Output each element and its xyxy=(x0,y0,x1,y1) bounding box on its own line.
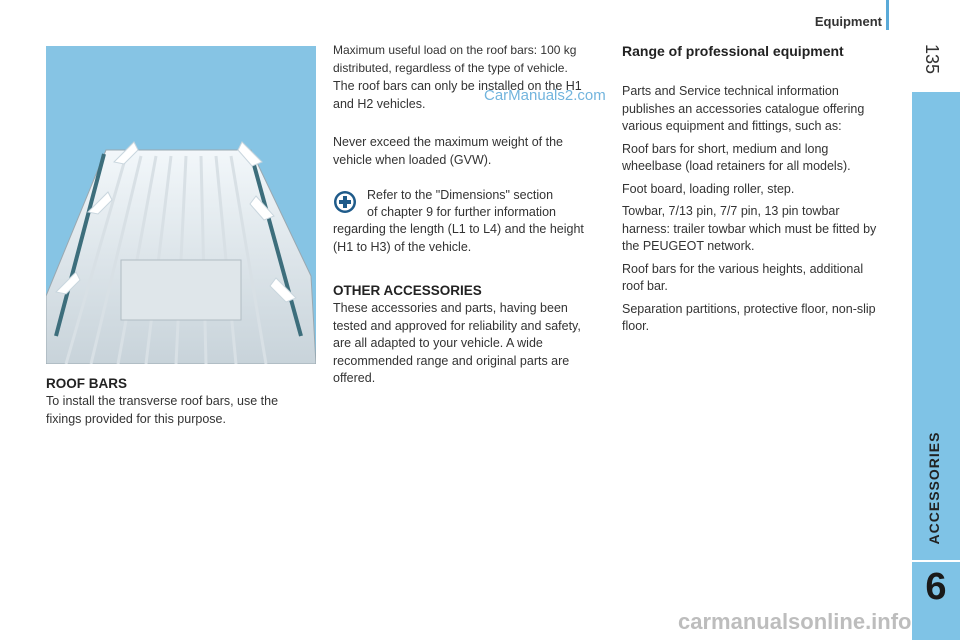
equipment-paragraph: Towbar, 7/13 pin, 7/7 pin, 13 pin towbar harness: trailer towbar which must be fitted by the PEUGEOT network. xyxy=(622,204,877,253)
watermark-top: CarManuals2.com xyxy=(484,87,606,104)
load-note: Maximum useful load on the roof bars: 100 kg distributed, regardless of the type of vehicle. xyxy=(333,43,577,75)
header-divider xyxy=(886,0,889,30)
roof-bars-illustration xyxy=(46,46,316,364)
equipment-paragraph: Separation partitions, protective floor, non-slip floor. xyxy=(622,301,876,333)
equipment-paragraph: Roof bars for the various heights, additional roof bar. xyxy=(622,261,864,293)
professional-equipment-list xyxy=(622,83,888,336)
watermark-bottom: carmanualsonline.info xyxy=(678,609,912,634)
equipment-paragraph: Roof bars for short, medium and long wheelbase (load retainers for all models). xyxy=(622,141,851,173)
chapter-number: 6 xyxy=(925,566,947,608)
sidebar-section-label: ACCESSORIES xyxy=(926,431,942,545)
install-note: The roof bars can only be installed on the H1 and H2 vehicles. xyxy=(333,79,582,111)
plus-icon xyxy=(333,190,357,214)
info-line-1: Refer to the "Dimensions" section xyxy=(367,188,554,202)
other-accessories-body: These accessories and parts, having been tested and approved for reliability and safety, are all adapted to your vehicle. A wide recommended range and original parts are offered. xyxy=(333,301,581,385)
weight-note: Never exceed the maximum weight of the vehicle when loaded (GVW). xyxy=(333,135,563,167)
info-rest: regarding the length (L1 to L4) and the height (H1 to H3) of the vehicle. xyxy=(333,222,584,254)
info-line-2: of chapter 9 for further information xyxy=(367,205,556,219)
equipment-paragraph: Foot board, loading roller, step. xyxy=(622,181,795,196)
roof-bars-heading: ROOF BARS xyxy=(46,376,127,391)
equipment-paragraph: Parts and Service technical information publishes an accessories catalogue offering various equipment and fittings, such as: xyxy=(622,84,865,133)
page-number: 135 xyxy=(922,43,942,75)
other-accessories-heading: OTHER ACCESSORIES xyxy=(333,283,482,298)
roof-bars-body: To install the transverse roof bars, use the fixings provided for this purpose. xyxy=(46,394,279,426)
professional-equipment-heading: Range of professional equipment xyxy=(622,43,844,59)
page-header-title: Equipment xyxy=(814,14,882,29)
